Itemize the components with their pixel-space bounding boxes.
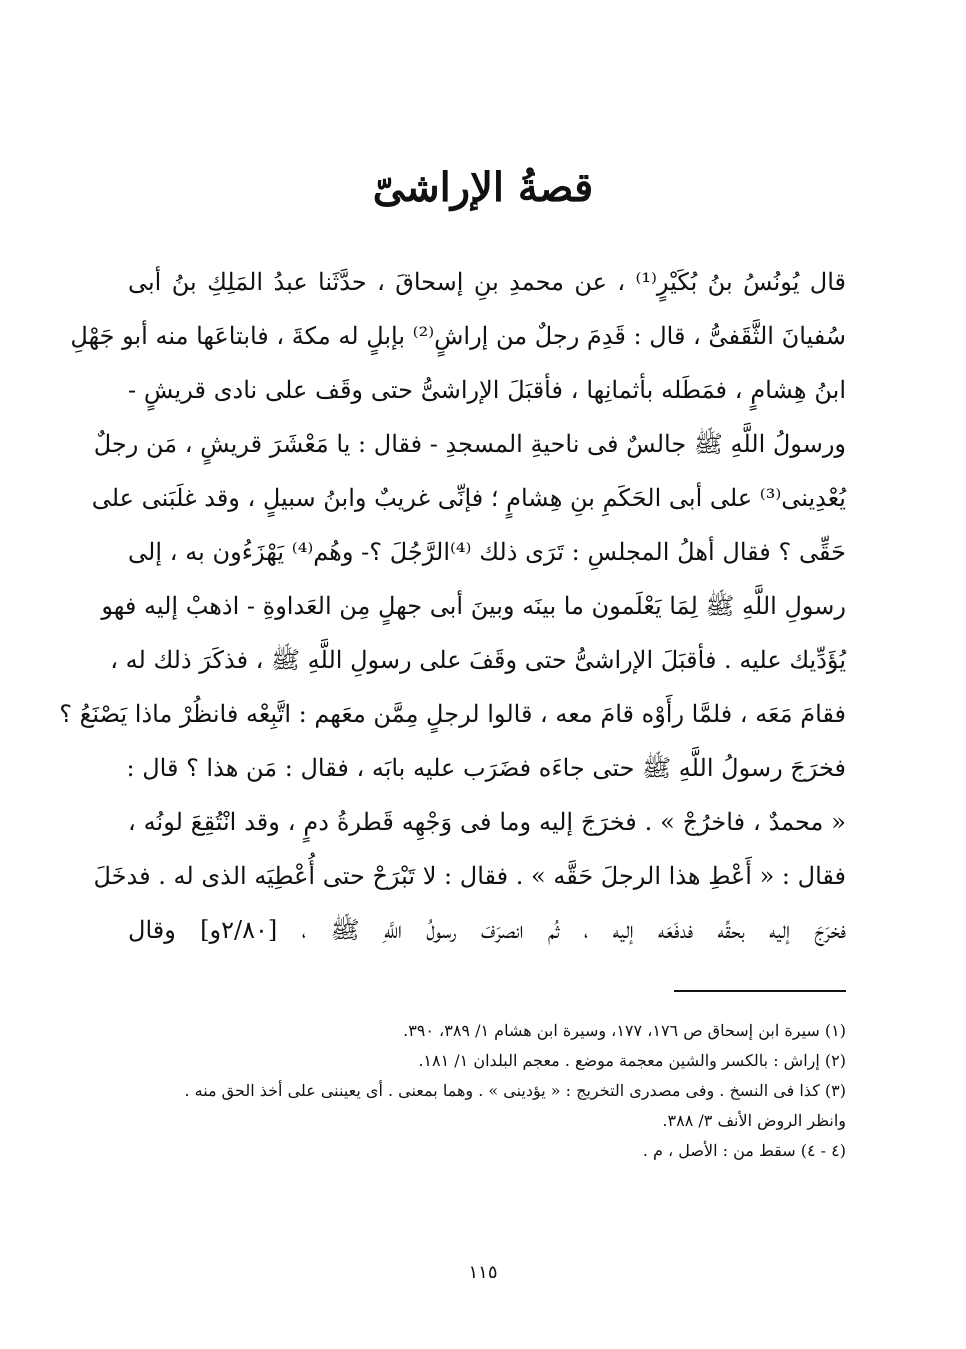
body-line: فخرَجَ رسولُ اللَّهِ ﷺ حتى جاءَه فضَرَب عليه بابَه ، فقال : مَن هذا ؟ قال : [126, 754, 846, 782]
body-line: ورسولُ اللَّهِ ﷺ جالسٌ فى ناحيةِ المسجدِ - فقال : يا مَعْشَرَ قريشٍ ، مَن رجلٌ [93, 430, 846, 458]
body-line: فقال : « أَعْطِ هذا الرجلَ حَقَّه » . فقال : لا تَبْرَحْ حتى أُعْطِيَه الذى له . فدخَلَ [93, 862, 846, 890]
footnote: (٤ - ٤) سقط من : الأصل ، م . [642, 1141, 846, 1160]
body-text [59, 255, 846, 957]
body-line: رسولِ اللَّهِ ﷺ لِمَا يَعْلَمون ما بينَه وبينَ أبى جهلٍ مِن العَداوةِ - اذهبْ إليه فهو [101, 592, 846, 620]
page-title: قصةُ الإراشىّ [372, 164, 594, 211]
footnote: (١) سيرة ابن إسحاق ص ١٧٦، ١٧٧، وسيرة ابن هشام ١/ ٣٨٩، ٣٩٠. [403, 1021, 846, 1040]
footnotes [128, 1016, 846, 1166]
body-line: « محمدٌ ، فاخرُجْ » . فخرَجَ إليه وما فى وَجْهِه قَطرةُ دمٍ ، وقد انْتُقِعَ لونُه ، [128, 808, 846, 836]
footnote: (٣) كذا فى النسخ . وفى مصدرى التخريج : « يؤدينى » . وهما بمعنى . أى يعيننى على أخذ الحق منه . [184, 1081, 846, 1100]
footnote-divider [674, 990, 846, 992]
body-line: يُؤَدِّيك عليه . فأقبَلَ الإراشىُّ حتى وقَفَ على رسولِ اللَّهِ ﷺ ، فذكَرَ ذلك له ، [110, 646, 846, 674]
body-line: فخرَجَ إليه بحقِّه فدفَعَه إليه ، ثُم انصرَفَ رسولُ اللَّهِ ﷺ ، [٢/٨٠و] وقال [128, 916, 846, 944]
body-line: ابنُ هِشامٍ ، فمَطَله بأثمانِها ، فأقبَلَ الإراشىُّ حتى وقَف على نادى قريشٍ - [128, 376, 846, 404]
body-line: قال يُونُسُ بنُ بُكَيْرٍ⁽¹⁾ ، عن محمدِ بنِ إسحاقَ ، حدَّثَنا عبدُ المَلِكِ بنُ أبى [128, 268, 846, 296]
page-number: ١١٥ [468, 1262, 498, 1283]
footnote: (٢) إراش : بالكسر والشين معجمة موضع . معجم البلدان ١/ ١٨١. [418, 1051, 846, 1070]
body-line: فقامَ مَعَه ، فلمَّا رأَوْه قامَ معه ، قالوا لرجلٍ مِمَّن معَهم : اتَّبِعْه فانظُرْ ماذا يَصْنَعُ ؟ [59, 700, 846, 728]
footnote: وانظر الروض الأنف ٣/ ٣٨٨. [662, 1111, 846, 1130]
body-line: حَقِّى ؟ فقال أهلُ المجلسِ : تَرَى ذلك ⁽⁴⁾الرَّجُلَ ؟- وهُم⁽⁴⁾ يَهْزَءُون به ، إلى [128, 538, 846, 566]
body-line: يُعْدِينى⁽³⁾ على أبى الحَكَمِ بنِ هِشامٍ ؛ فإنِّى غريبٌ وابنُ سبيلٍ ، وقد غلَبَنى على [91, 484, 846, 512]
body-line: سُفيانَ الثَّقَفىُّ ، قال : قَدِمَ رجلٌ من إراشٍ⁽²⁾ بإبلٍ له مكةَ ، فابتاعَها منه أبو جَهْلِ [70, 322, 846, 350]
